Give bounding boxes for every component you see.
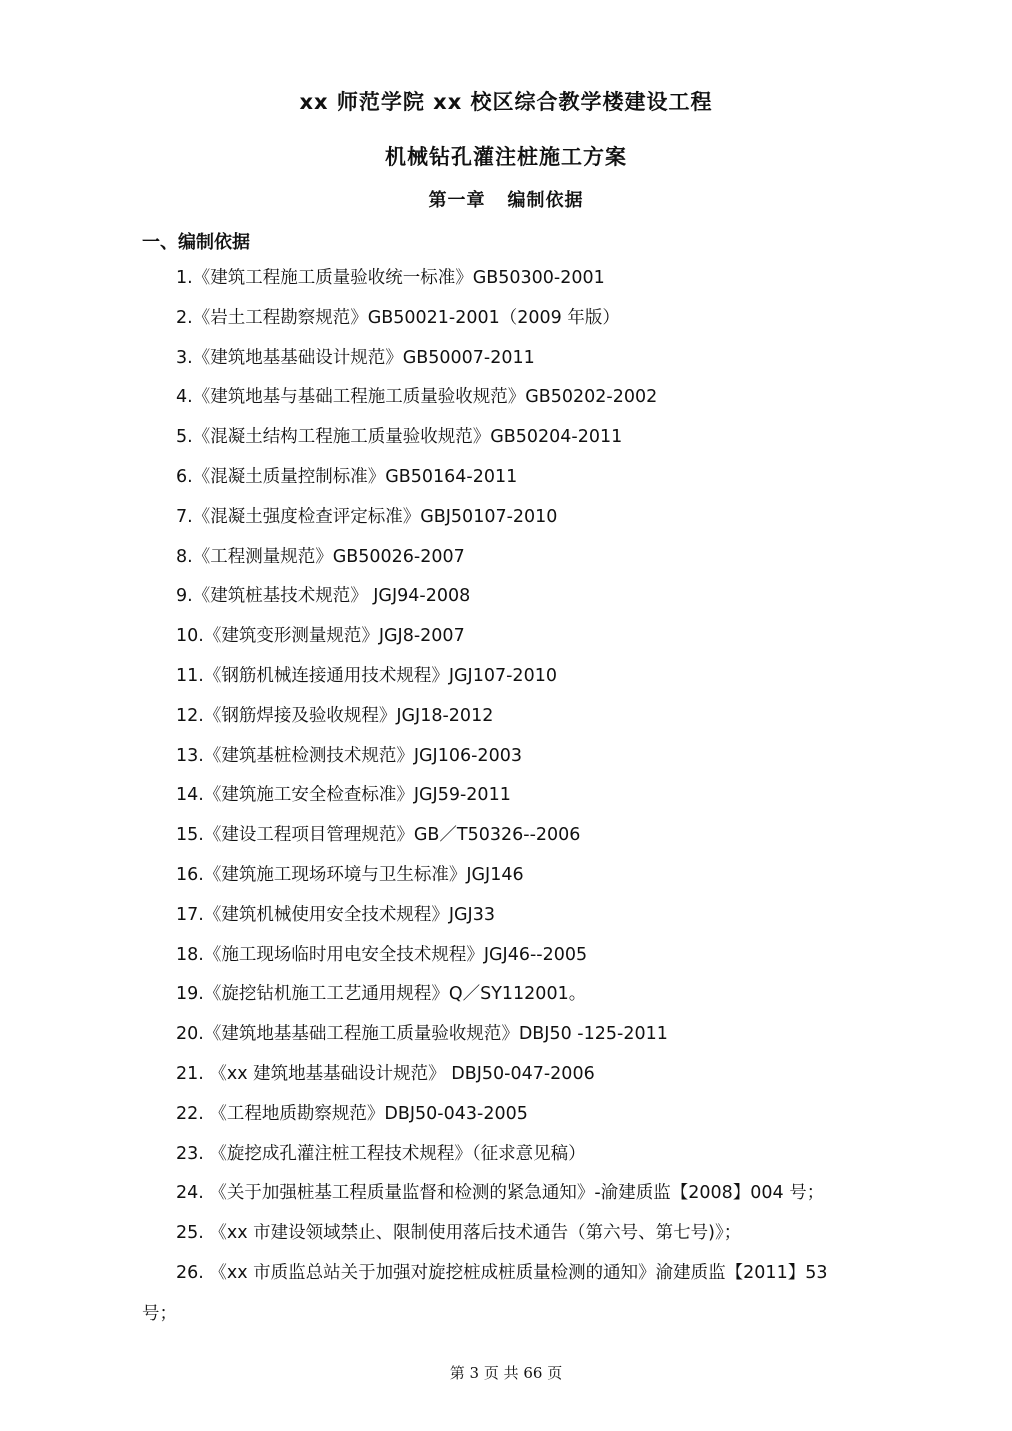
reference-item: 4.《建筑地基与基础工程施工质量验收规范》GB50202-2002 — [176, 387, 658, 408]
chapter-heading — [0, 186, 1012, 212]
reference-item: 19.《旋挖钻机施工工艺通用规程》Q／SY112001。 — [176, 984, 587, 1005]
reference-item: 14.《建筑施工安全检查标准》JGJ59-2011 — [176, 785, 511, 806]
chapter-label: 第一章 — [428, 190, 486, 211]
reference-item: 12.《钢筋焊接及验收规程》JGJ18-2012 — [176, 705, 494, 726]
reference-item: 7.《混凝土强度检查评定标准》GBJ50107-2010 — [176, 506, 558, 527]
reference-item: 23. 《旋挖成孔灌注桩工程技术规程》（征求意见稿） — [176, 1143, 586, 1164]
reference-item: 1.《建筑工程施工质量验收统一标准》GB50300-2001 — [176, 268, 605, 288]
reference-item: 21. 《xx 建筑地基基础设计规范》 DBJ50-047-2006 — [176, 1063, 595, 1084]
reference-item: 17.《建筑机械使用安全技术规程》JGJ33 — [176, 904, 495, 925]
reference-item: 9.《建筑桩基技术规范》 JGJ94-2008 — [176, 586, 471, 607]
document-title-line2: 机械钻孔灌注桩施工方案 — [385, 145, 627, 169]
reference-item: 3.《建筑地基基础设计规范》GB50007-2011 — [176, 347, 535, 368]
reference-item: 18.《施工现场临时用电安全技术规程》JGJ46--2005 — [176, 944, 588, 965]
reference-list — [0, 265, 1012, 1300]
reference-item: 26. 《xx 市质监总站关于加强对旋挖桩成桩质量检测的通知》渝建质监【2011】53 — [176, 1262, 828, 1283]
reference-item: 22. 《工程地质勘察规范》DBJ50-043-2005 — [176, 1103, 528, 1124]
reference-item: 8.《工程测量规范》GB50026-2007 — [176, 546, 465, 567]
page-number-footer: 第 3 页 共 66 页 — [449, 1364, 563, 1382]
chapter-title: 编制依据 — [507, 190, 584, 211]
reference-item: 20.《建筑地基基础工程施工质量验收规范》DBJ50 -125-2011 — [176, 1024, 668, 1045]
reference-item: 15.《建设工程项目管理规范》GB／T50326--2006 — [176, 825, 581, 846]
reference-item: 5.《混凝土结构工程施工质量验收规范》GB50204-2011 — [176, 427, 623, 448]
reference-item: 2.《岩土工程勘察规范》GB50021-2001（2009 年版） — [176, 307, 620, 328]
reference-item: 13.《建筑基桩检测技术规范》JGJ106-2003 — [176, 745, 522, 766]
reference-item: 16.《建筑施工现场环境与卫生标准》JGJ146 — [176, 864, 524, 885]
reference-item-continuation: 号； — [142, 1304, 177, 1324]
reference-item: 24. 《关于加强桩基工程质量监督和检测的紧急通知》-渝建质监【2008】004 号； — [176, 1183, 825, 1204]
reference-item: 10.《建筑变形测量规范》JGJ8-2007 — [176, 626, 465, 647]
reference-item: 11.《钢筋机械连接通用技术规程》JGJ107-2010 — [176, 665, 557, 686]
document-title-line1: xx 师范学院 xx 校区综合教学楼建设工程 — [299, 90, 713, 114]
reference-item: 6.《混凝土质量控制标准》GB50164-2011 — [176, 466, 518, 487]
reference-item: 25. 《xx 市建设领域禁止、限制使用落后技术通告（第六号、第七号)》； — [176, 1223, 742, 1244]
section-heading: 一、编制依据 — [142, 232, 250, 253]
